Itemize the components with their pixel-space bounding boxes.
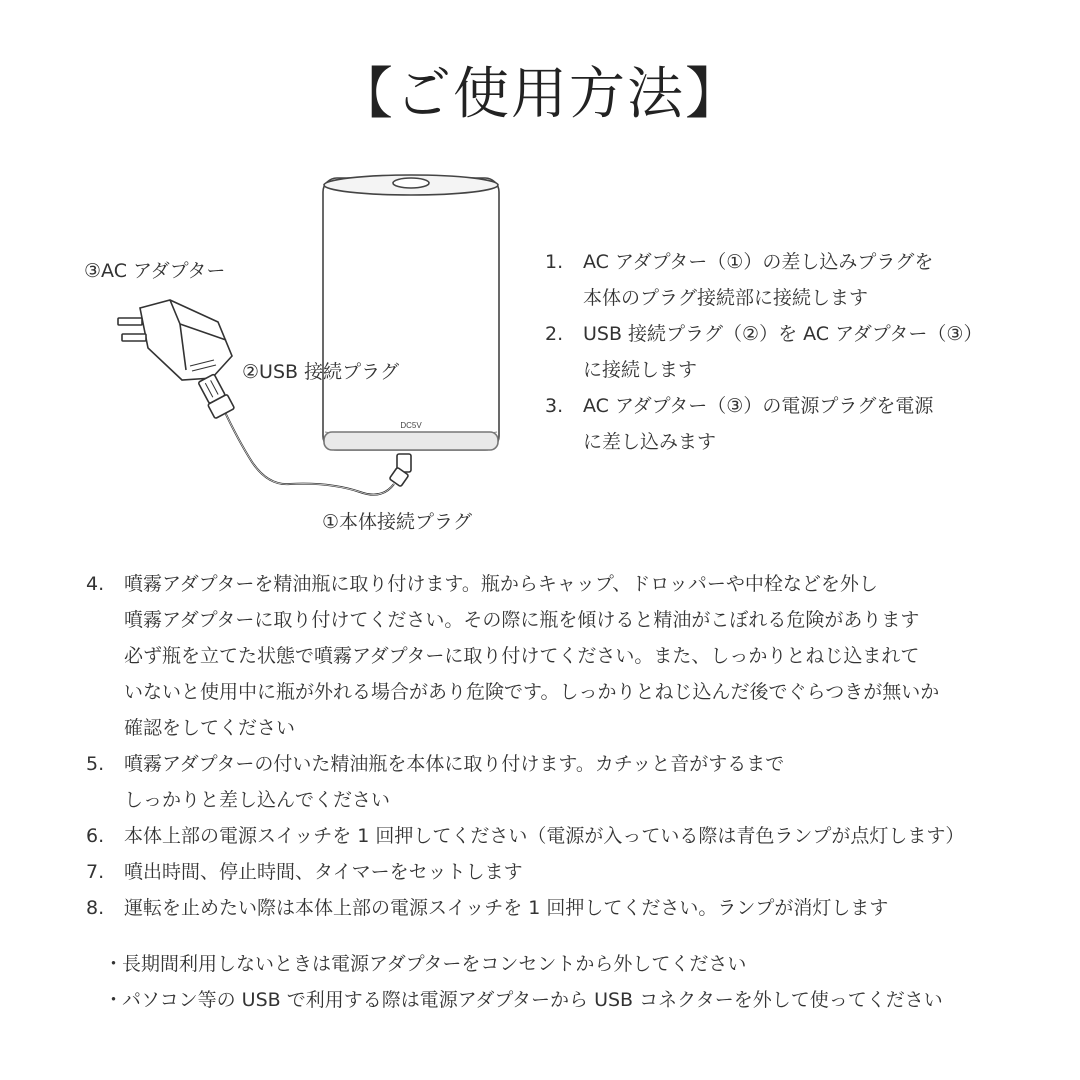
plug-prongs xyxy=(118,318,146,341)
notes-list xyxy=(104,946,943,1018)
step-text: に接続します xyxy=(583,359,698,381)
list-item xyxy=(86,746,964,818)
list-item xyxy=(545,388,982,460)
note-text: 長期間利用しないときは電源アダプターをコンセントから外してください xyxy=(122,953,747,975)
step-text: 運転を止めたい際は本体上部の電源スイッチを 1 回押してください。ランプが消灯します xyxy=(124,897,889,919)
step-text: AC アダプター（①）の差し込みプラグを xyxy=(583,251,934,273)
usage-steps xyxy=(86,566,964,926)
step-text: 噴霧アダプターに取り付けてください。その際に瓶を傾けると精油がこぼれる危険があります xyxy=(124,609,920,631)
step-text: に差し込みます xyxy=(583,431,717,453)
step-number: 5. xyxy=(86,753,105,775)
list-item xyxy=(86,818,964,854)
list-item xyxy=(86,854,964,890)
step-number: 1. xyxy=(545,251,564,273)
setup-steps xyxy=(545,244,982,460)
diffuser-body xyxy=(323,175,499,450)
step-text: 確認をしてください xyxy=(124,717,296,739)
ac-adapter xyxy=(140,300,232,380)
step-text: 噴霧アダプターを精油瓶に取り付けます。瓶からキャップ、ドロッパーや中栓などを外し xyxy=(124,573,878,595)
list-item xyxy=(86,890,964,926)
note-bullet: ・ xyxy=(104,989,124,1011)
step-text: いないと使用中に瓶が外れる場合があり危険です。しっかりとねじ込んだ後でぐらつきが無いか xyxy=(124,681,940,703)
step-text: AC アダプター（③）の電源プラグを電源 xyxy=(583,395,934,417)
step-number: 8. xyxy=(86,897,105,919)
step-text: しっかりと差し込んでください xyxy=(124,789,391,811)
step-text: 必ず瓶を立てた状態で噴霧アダプターに取り付けてください。また、しっかりとねじ込まれて xyxy=(124,645,920,667)
step-number: 2. xyxy=(545,323,564,345)
label-body-plug: ①本体接続プラグ xyxy=(322,511,473,533)
step-number: 3. xyxy=(545,395,564,417)
step-text: 噴霧アダプターの付いた精油瓶を本体に取り付けます。カチッと音がするまで xyxy=(124,753,785,775)
note-text: パソコン等の USB で利用する際は電源アダプターから USB コネクターを外して使ってください xyxy=(122,989,943,1011)
list-item xyxy=(545,316,982,388)
step-text: 噴出時間、停止時間、タイマーをセットします xyxy=(124,861,523,883)
body-connector-plug xyxy=(389,454,411,487)
step-text: 本体のプラグ接続部に接続します xyxy=(583,287,869,309)
device-marking: DC5V xyxy=(400,421,422,430)
step-text: 本体上部の電源スイッチを 1 回押してください（電源が入っている際は青色ランプが点灯します） xyxy=(124,825,965,847)
list-item xyxy=(545,244,982,316)
step-number: 4. xyxy=(86,573,105,595)
label-ac-adapter: ③AC アダプター xyxy=(84,260,226,282)
page-title: 【ご使用方法】 xyxy=(337,62,743,127)
label-usb-plug: ②USB 接続プラグ xyxy=(242,361,400,383)
note-item xyxy=(104,982,943,1018)
usb-plug xyxy=(196,373,234,419)
step-text: USB 接続プラグ（②）を AC アダプター（③） xyxy=(583,323,983,345)
step-number: 7. xyxy=(86,861,105,883)
note-bullet: ・ xyxy=(104,953,124,975)
step-number: 6. xyxy=(86,825,105,847)
note-item xyxy=(104,946,943,982)
list-item xyxy=(86,566,964,746)
